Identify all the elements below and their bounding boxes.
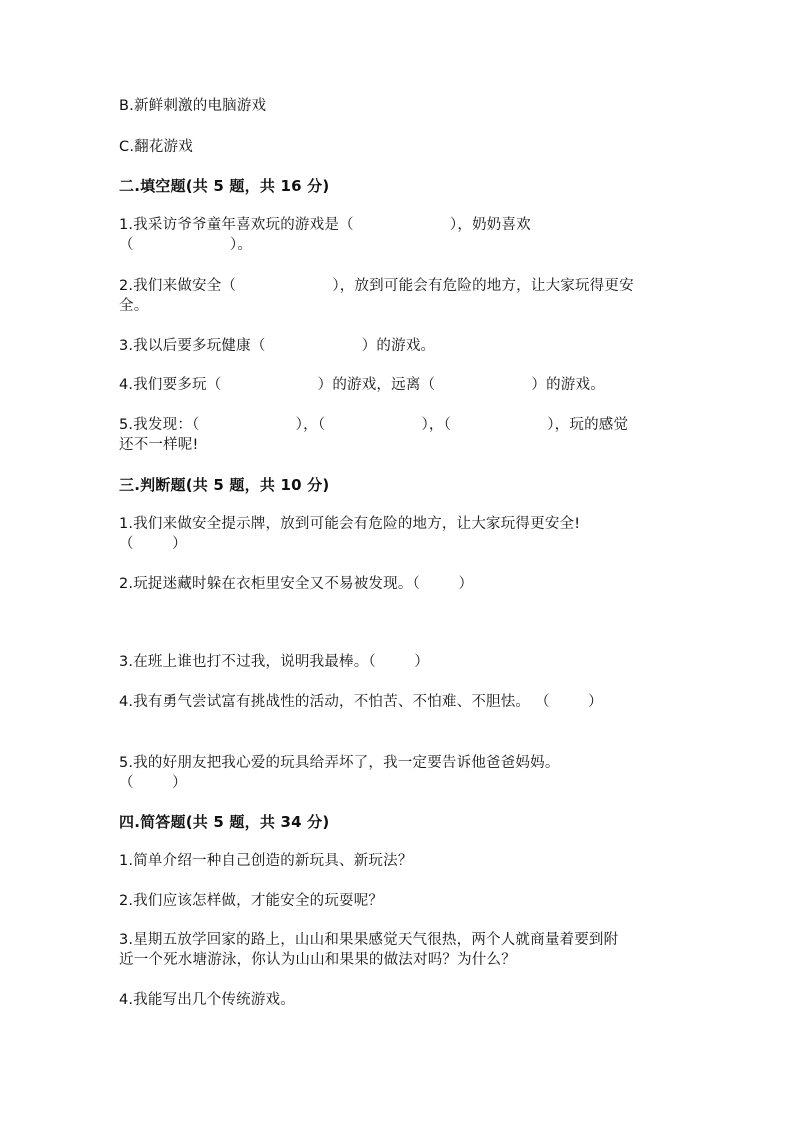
fill-question-1-cont: （ ）。 [119, 237, 253, 253]
section-heading-true-false: 三.判断题(共 5 题，共 10 分) [119, 476, 330, 494]
judge-question-4: 4.我有勇气尝试富有挑战性的活动，不怕苦、不怕难、不胆怯。 （ ） [119, 694, 603, 710]
fill-question-2: 2.我们来做安全（ ），放到可能会有危险的地方，让大家玩得更安 [119, 278, 634, 294]
short-question-3: 3.星期五放学回家的路上，山山和果果感觉天气很热，两个人就商量着要到附 [119, 932, 619, 948]
short-question-4: 4.我能写出几个传统游戏。 [119, 992, 295, 1008]
short-question-2: 2.我们应该怎样做，才能安全的玩耍呢？ [119, 893, 384, 909]
judge-question-2: 2.玩捉迷藏时躲在衣柜里安全又不易被发现。（ ） [119, 576, 474, 592]
fill-question-5: 5.我发现：（ ），（ ），（ ），玩的感觉 [119, 417, 629, 433]
fill-question-2-cont: 全。 [119, 298, 149, 314]
fill-question-3: 3.我以后要多玩健康（ ）的游戏。 [119, 338, 436, 354]
short-question-3-cont: 近一个死水塘游泳，你认为山山和果果的做法对吗？为什么？ [119, 952, 516, 968]
judge-question-5: 5.我的好朋友把我心爱的玩具给弄坏了，我一定要告诉他爸爸妈妈。 [119, 755, 560, 771]
judge-question-3: 3.在班上谁也打不过我，说明我最棒。（ ） [119, 654, 430, 670]
short-question-1: 1.简单介绍一种自己创造的新玩具、新玩法？ [119, 853, 413, 869]
section-heading-short-answer: 四.简答题(共 5 题，共 34 分) [119, 813, 330, 831]
fill-question-5-cont: 还不一样呢! [119, 437, 199, 453]
fill-question-4: 4.我们要多玩（ ）的游戏，远离（ ）的游戏。 [119, 377, 605, 393]
judge-question-5-cont: （ ） [119, 775, 187, 791]
option-b: B.新鲜刺激的电脑游戏 [119, 98, 267, 114]
section-heading-fill-blank: 二.填空题(共 5 题，共 16 分) [119, 177, 330, 195]
judge-question-1-cont: （ ） [119, 536, 187, 552]
judge-question-1: 1.我们来做安全提示牌，放到可能会有危险的地方，让大家玩得更安全! [119, 516, 581, 532]
fill-question-1: 1.我采访爷爷童年喜欢玩的游戏是（ ），奶奶喜欢 [119, 217, 531, 233]
option-c: C.翻花游戏 [119, 139, 193, 155]
